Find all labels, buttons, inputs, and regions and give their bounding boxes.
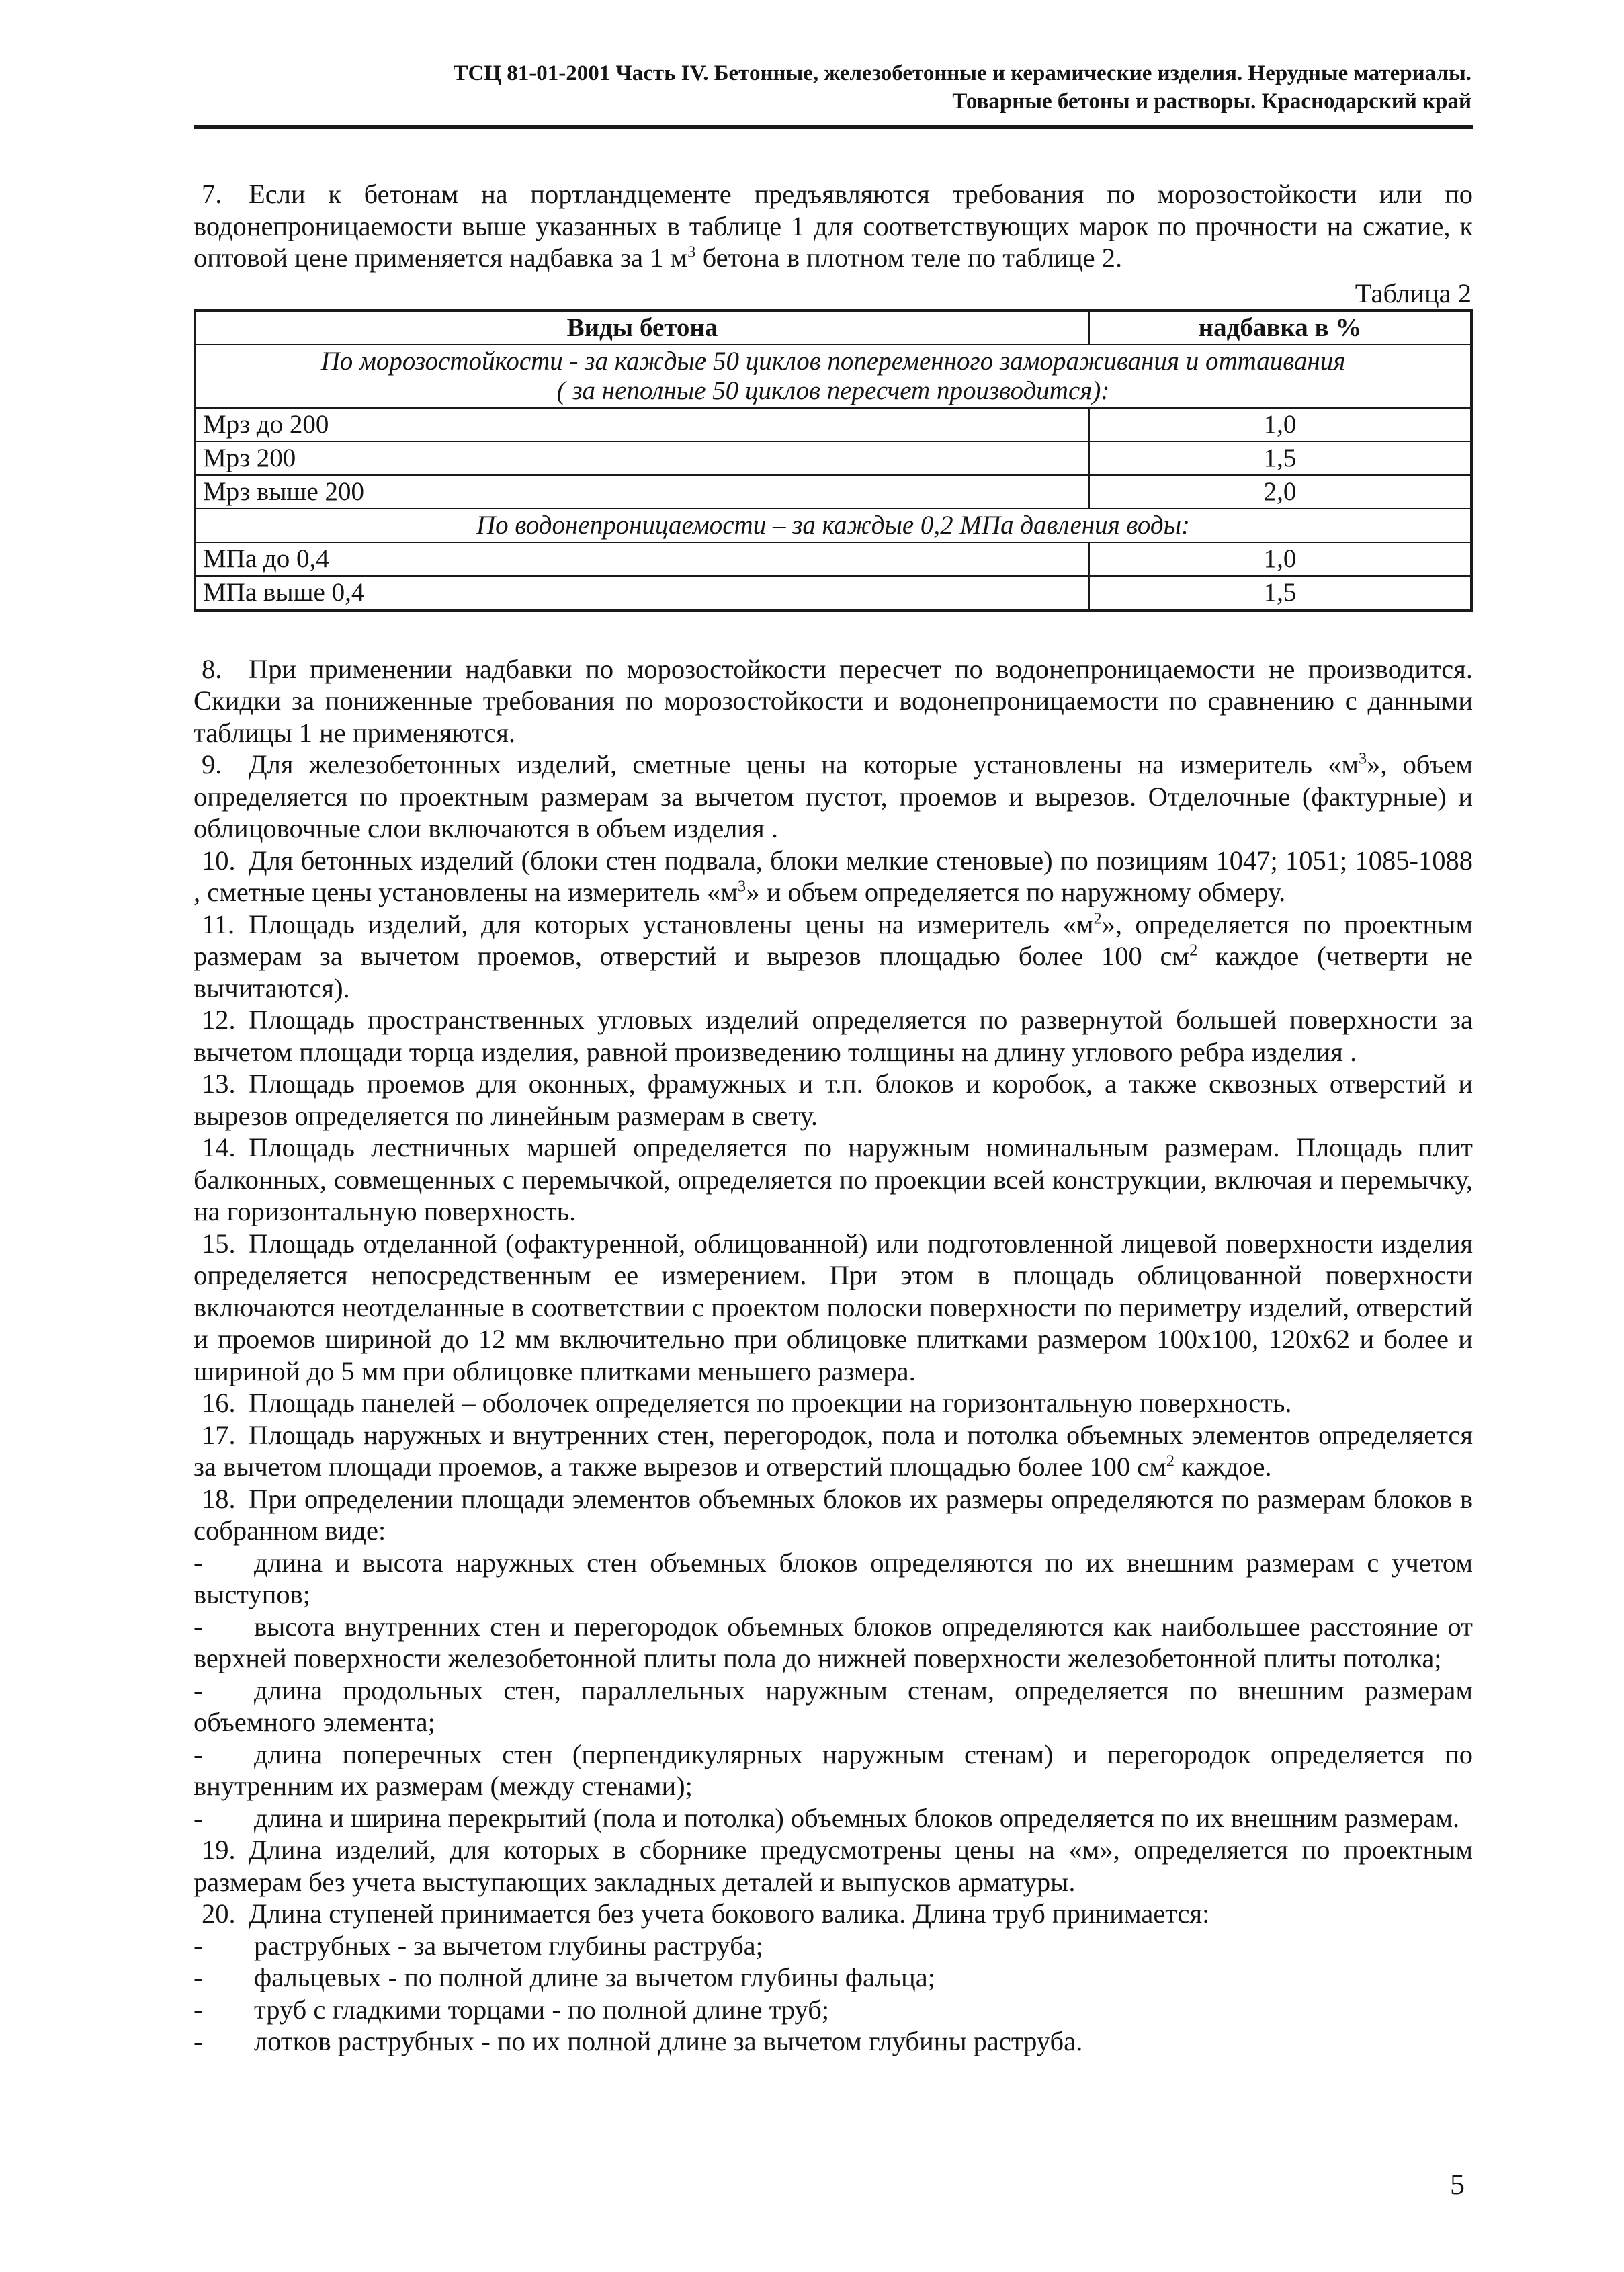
paragraph-text: каждое (четверти не вычитаются). [194,941,1473,1003]
list-item-text: раструбных - за вычетом глубины раструба; [254,1930,763,1961]
dash-marker: - [194,1675,203,1706]
table-cell-value: 1,0 [1089,542,1471,576]
dash-marker: - [194,1547,203,1578]
table-group-row [195,345,1471,408]
paragraph-17 [194,1419,1473,1483]
paragraph-text: Для бетонных изделий (блоки стен подвала, блоки мелкие стеновые) по позициям 1047; 1051; 1085-1088 , сметные цены установлены на измеритель «м [194,845,1473,907]
paragraph-text: » и объем определяется по наружному обмеру. [746,877,1286,907]
dash-marker: - [194,1738,203,1769]
table-row [195,441,1471,475]
paragraph-number: 17. [202,1419,236,1450]
paragraph-20 [194,1898,1473,1930]
table-cell-type: МПа до 0,4 [195,542,1089,576]
paragraph-text: Площадь лестничных маршей определяется по наружным номинальным размерам. Площадь плит балконных, совмещенных с перемычкой, определяется по проекции всей конструкции, включая и перемычку, на горизонтальную поверхность. [194,1132,1473,1226]
paragraph-number: 15. [202,1228,236,1259]
paragraph-14 [194,1132,1473,1228]
paragraph-text: Площадь проемов для оконных, фрамужных и т.п. блоков и коробок, а также сквозных отверстий и вырезов определяется по линейным размерам в свету. [194,1068,1473,1131]
table-header-row [195,310,1471,345]
table-row [195,542,1471,576]
list-item-text: высота внутренних стен и перегородок объемных блоков определяются как наибольшее расстояние от верхней поверхности железобетонной плиты пола до нижней поверхности железобетонной плиты потолка; [194,1611,1473,1673]
table-row [195,576,1471,610]
paragraph-number: 18. [202,1483,236,1514]
paragraph-19 [194,1834,1473,1898]
paragraph-number: 12. [202,1005,236,1035]
paragraph-11 [194,909,1473,1005]
list-item-text: фальцевых - по полной длине за вычетом глубины фальца; [254,1962,935,1992]
table-row [195,408,1471,441]
superscript: 2 [1166,1451,1175,1470]
table-cell-value: 1,5 [1089,576,1471,610]
paragraph-13 [194,1068,1473,1132]
group-heading-line: ( за неполные 50 циклов пересчет производится): [556,376,1110,405]
table-caption: Таблица 2 [1355,278,1471,308]
paragraph-text: При применении надбавки по морозостойкости пересчет по водонепроницаемости не производится. Скидки за пониженные требования по морозостойкости и водонепроницаемости по сравнению с данными таблицы 1 не применяются. [194,653,1473,748]
header-line-2: Товарные бетоны и растворы. Краснодарский край [952,89,1471,114]
group-heading-line: По морозостойкости - за каждые 50 циклов попеременного замораживания и оттаивания [320,346,1346,376]
list-item-text: длина поперечных стен (перпендикулярных наружным стенам) и перегородок определяется по внутренним их размерам (между стенами); [194,1738,1473,1801]
paragraph-number: 7. [202,179,222,209]
paragraph-9 [194,749,1473,845]
page-number: 5 [1450,2168,1465,2201]
list-item [194,1930,1473,1962]
table-cell-type: Мрз выше 200 [195,475,1089,509]
column-header-type: Виды бетона [195,310,1089,345]
paragraph-text: Площадь пространственных угловых изделий определяется по развернутой большей поверхности за вычетом площади торца изделия, равной произведению толщины на длину углового ребра изделия . [194,1005,1473,1067]
dash-marker: - [194,1611,203,1642]
paragraph-text: Для железобетонных изделий, сметные цены на которые установлены на измеритель «м [249,749,1359,780]
paragraph-15 [194,1228,1473,1388]
table-cell-type: МПа выше 0,4 [195,576,1089,610]
group-heading-frost [195,345,1471,408]
table-group-row [195,509,1471,542]
paragraph-number: 20. [202,1898,236,1929]
header-line-1: ТСЦ 81-01-2001 Часть IV. Бетонные, железобетонные и керамические изделия. Нерудные материалы. [453,61,1471,85]
dash-marker: - [194,1994,203,2025]
paragraph-text: », определяется по проектным размерам за вычетом проемов, отверстий и вырезов площадью более 100 см [194,909,1473,971]
paragraph-text: бетона в плотном теле по таблице 2. [695,243,1123,273]
paragraph-number: 11. [202,909,235,939]
superscript: 3 [1358,749,1367,768]
superscript: 3 [687,243,696,261]
list-item [194,1675,1473,1738]
table-cell-type: Мрз до 200 [195,408,1089,441]
paragraph-12 [194,1004,1473,1068]
paragraph-text: Площадь изделий, для которых установлены цены на измеритель «м [249,909,1094,939]
list-item [194,1802,1473,1835]
list-item-text: труб с гладкими торцами - по полной длине труб; [254,1994,830,2025]
list-item-text: длина продольных стен, параллельных наружным стенам, определяется по внешним размерам объемного элемента; [194,1675,1473,1737]
paragraph-text: Площадь панелей – оболочек определяется по проекции на горизонтальную поверхность. [249,1388,1292,1418]
group-heading-water: По водонепроницаемости – за каждые 0,2 МПа давления воды: [195,509,1471,542]
paragraph-text: Если к бетонам на портландцементе предъявляются требования по морозостойкости или по водонепроницаемости выше указанных в таблице 1 для соответствующих марок по прочности на сжатие, к оптовой цене применяется надбавка за 1 м [194,179,1473,273]
list-item-text: длина и ширина перекрытий (пола и потолка) объемных блоков определяется по их внешним размерам. [254,1802,1460,1833]
list-item [194,1962,1473,1994]
superscript: 2 [1093,909,1102,927]
table-row [195,475,1471,509]
paragraph-text: При определении площади элементов объемных блоков их размеры определяются по размерам блоков в собранном виде: [194,1483,1473,1546]
dash-marker: - [194,2026,203,2056]
paragraph-number: 8. [202,653,222,684]
paragraph-number: 14. [202,1132,236,1163]
table-cell-value: 1,5 [1089,441,1471,475]
paragraph-text: Длина изделий, для которых в сборнике предусмотрены цены на «м», определяется по проектным размерам без учета выступающих закладных деталей и выпусков арматуры. [194,1835,1473,1897]
paragraph-18 [194,1483,1473,1547]
paragraph-16 [194,1387,1473,1419]
paragraph-number: 19. [202,1835,236,1865]
paragraph-8 [194,653,1473,749]
header-rule [194,125,1473,129]
paragraph-text: Площадь отделанной (офактуренной, облицованной) или подготовленной лицевой поверхности изделия определяется непосредственным ее измерением. При этом в площадь облицованной поверхности включаются неотделанные в соответствии с проектом полоски поверхности по периметру изделий, отверстий и проемов шириной до 12 мм включительно при облицовке плитками размером 100x100, 120x62 и более и шириной до 5 мм при облицовке плитками меньшего размера. [194,1228,1473,1386]
paragraph-number: 16. [202,1388,236,1418]
list-item-text: длина и высота наружных стен объемных блоков определяются по их внешним размерам с учетом выступов; [194,1547,1473,1609]
paragraph-10 [194,845,1473,909]
paragraph-number: 10. [202,845,236,876]
table-cell-value: 1,0 [1089,408,1471,441]
paragraph-text: », объем определяется по проектным размерам за вычетом пустот, проемов и вырезов. Отделочные (фактурные) и облицовочные слои включаются в объем изделия . [194,749,1473,843]
dash-marker: - [194,1962,203,1992]
paragraph-text: Длина ступеней принимается без учета бокового валика. Длина труб принимается: [249,1898,1210,1929]
table-cell-type: Мрз 200 [195,441,1089,475]
table-cell-value: 2,0 [1089,475,1471,509]
list-item-text: лотков раструбных - по их полной длине за вычетом глубины раструба. [254,2026,1083,2056]
list-item [194,1738,1473,1802]
paragraph-text: каждое. [1174,1451,1272,1482]
paragraph-text: Площадь наружных и внутренних стен, перегородок, пола и потолка объемных элементов определяется за вычетом площади проемов, а также вырезов и отверстий площадью более 100 см [194,1419,1473,1482]
list-item [194,1547,1473,1611]
list-item [194,2025,1473,2058]
document-body [194,178,1473,2058]
paragraph-7 [194,178,1473,274]
column-header-value: надбавка в % [1089,310,1471,345]
list-item [194,1611,1473,1675]
paragraph-number: 13. [202,1068,236,1099]
dash-marker: - [194,1930,203,1961]
dash-marker: - [194,1802,203,1833]
surcharge-table [194,309,1473,612]
paragraph-number: 9. [202,749,222,780]
list-item [194,1994,1473,2026]
superscript: 3 [738,877,746,896]
superscript: 2 [1189,941,1198,960]
running-header [195,59,1471,116]
